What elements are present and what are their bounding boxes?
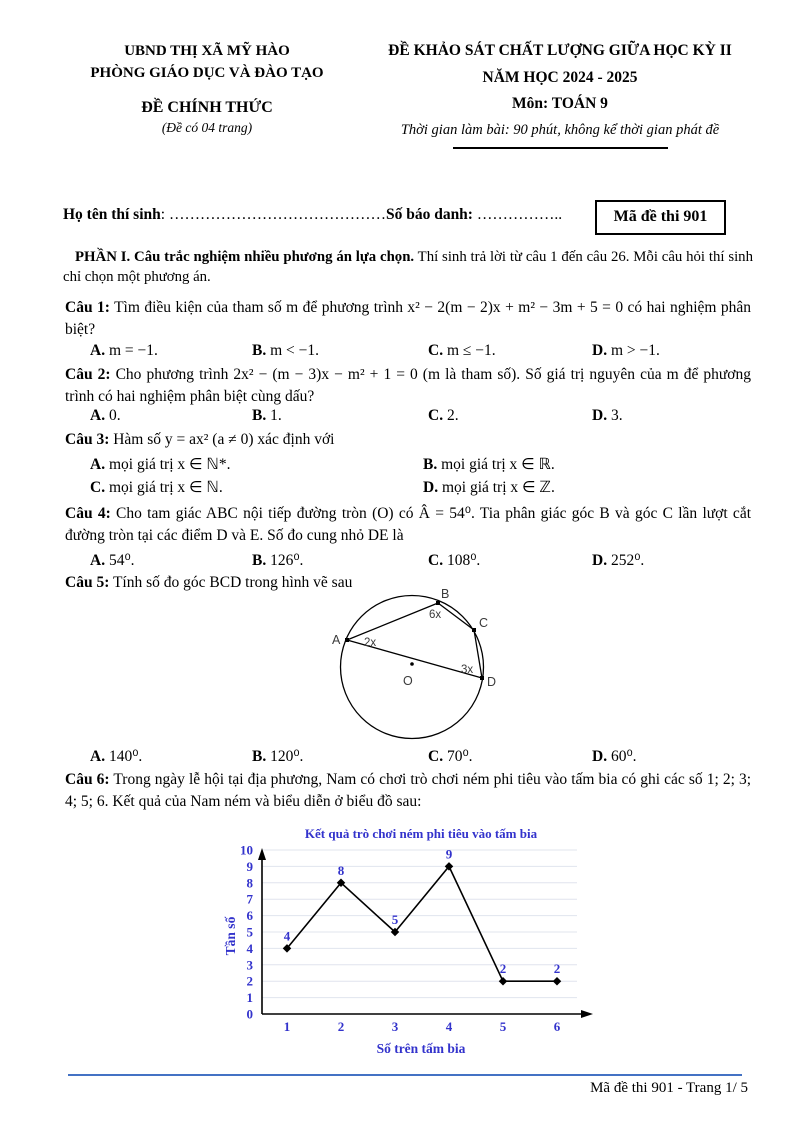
- svg-text:2: 2: [499, 961, 507, 977]
- exam-title: ĐỀ KHẢO SÁT CHẤT LƯỢNG GIỮA HỌC KỲ II: [388, 42, 732, 59]
- option-5-b: B. 120⁰.: [252, 748, 304, 765]
- option-3-c: C. mọi giá trị x ∈ ℕ.: [90, 479, 223, 496]
- svg-text:9: 9: [246, 858, 253, 874]
- exam-type: ĐỀ CHÍNH THỨC: [141, 99, 273, 116]
- option-2-a: A. 0.: [90, 407, 121, 424]
- label-C: C: [479, 616, 489, 630]
- option-1-a: A. m = −1.: [90, 342, 158, 359]
- svg-text:Số trên tấm bia: Số trên tấm bia: [376, 1041, 466, 1056]
- svg-text:6: 6: [246, 908, 253, 924]
- svg-text:1: 1: [283, 1019, 291, 1034]
- svg-text:3: 3: [391, 1019, 399, 1034]
- question-1-text: Tìm điều kiện của tham số m để phương trình x² − 2(m − 2)x + m² − 3m + 5 = 0 có hai nghiệm phân biệt?: [65, 299, 752, 338]
- issuer-line2: PHÒNG GIÁO DỤC VÀ ĐÀO TẠO: [90, 65, 324, 81]
- label-O: O: [403, 674, 413, 688]
- angle-label-6x: 6x: [429, 609, 442, 621]
- option-5-c: C. 70⁰.: [428, 748, 473, 765]
- label-D: D: [487, 675, 497, 689]
- candidate-row: [63, 206, 593, 224]
- option-2-b: B. 1.: [252, 407, 282, 424]
- footer-rule: [68, 1074, 742, 1076]
- option-1-b: B. m < −1.: [252, 342, 320, 359]
- svg-text:4: 4: [445, 1019, 453, 1034]
- label-B: B: [441, 587, 450, 601]
- question-2-options: [65, 407, 751, 429]
- footer-page-info: Mã đề thi 901 - Trang 1/ 5: [590, 1080, 748, 1096]
- frequency-chart: [205, 824, 605, 1064]
- angle-label-3x: 3x: [461, 664, 474, 676]
- svg-text:Tần số: Tần số: [223, 916, 238, 956]
- question-5-label: Câu 5:: [65, 574, 110, 591]
- issuer-line1: UBND THỊ XÃ MỸ HÀO: [124, 43, 290, 59]
- question-1-label: Câu 1:: [65, 299, 110, 316]
- part1-heading-rest: Thí sinh trả lời từ câu 1 đến câu 26. Mỗi câu hỏi thí sinh chỉ chọn một phương án.: [63, 249, 753, 285]
- chord-BC: [438, 603, 474, 630]
- option-1-d: D. m > −1.: [592, 342, 660, 359]
- school-year: NĂM HỌC 2024 - 2025: [482, 69, 638, 86]
- question-4-label: Câu 4:: [65, 505, 111, 522]
- question-1-options: [65, 342, 751, 364]
- option-5-a: A. 140⁰.: [90, 748, 143, 765]
- question-3-options-row1: [65, 455, 751, 477]
- svg-text:5: 5: [499, 1019, 507, 1034]
- question-3: [65, 429, 751, 451]
- angle-label-2x: 2x: [364, 637, 377, 649]
- question-2: [65, 364, 751, 408]
- question-1: [65, 297, 751, 341]
- svg-text:5: 5: [391, 912, 399, 927]
- svg-text:2: 2: [246, 973, 253, 989]
- svg-text:5: 5: [246, 924, 253, 940]
- svg-text:4: 4: [246, 940, 253, 956]
- option-1-c: C. m ≤ −1.: [428, 342, 496, 359]
- question-6-text: Trong ngày lễ hội tại địa phương, Nam có chơi trò chơi ném phi tiêu vào tấm bia có ghi các số 1; 2; 3; 4; 5; 6. Kết quả của Nam ném và biểu diễn ở biểu đồ sau:: [65, 771, 752, 810]
- svg-text:8: 8: [246, 875, 253, 891]
- candidate-name-dots: : ……………………………………: [160, 206, 386, 223]
- svg-text:8: 8: [337, 862, 345, 878]
- svg-text:10: 10: [240, 842, 253, 858]
- question-3-text: Hàm số y = ax² (a ≠ 0) xác định với: [109, 431, 335, 448]
- subject: Môn: TOÁN 9: [512, 95, 608, 112]
- option-2-c: C. 2.: [428, 407, 459, 424]
- center-dot: [410, 662, 414, 666]
- option-4-c: C. 108⁰.: [428, 552, 481, 569]
- question-4-options: [65, 551, 751, 573]
- question-4: [65, 503, 751, 547]
- duration-note: Thời gian làm bài: 90 phút, không kể thời gian phát đề: [400, 122, 720, 138]
- question-4-text: Cho tam giác ABC nội tiếp đường tròn (O) có Â = 54⁰. Tia phân giác góc B và góc C lần lượt cắt đường tròn tại các điểm D và E. Số đo cung nhỏ DE là: [65, 505, 751, 544]
- svg-text:3: 3: [246, 957, 253, 973]
- question-3-options-row2: [65, 478, 751, 500]
- circle-diagram: [330, 586, 510, 750]
- option-4-d: D. 252⁰.: [592, 552, 645, 569]
- pages-note: (Đề có 04 trang): [161, 120, 253, 135]
- svg-text:2: 2: [553, 961, 561, 977]
- label-A: A: [332, 633, 341, 647]
- question-5-options: [65, 747, 751, 769]
- svg-text:1: 1: [246, 990, 253, 1006]
- part1-heading-bold: PHẦN I. Câu trắc nghiệm nhiều phương án lựa chọn.: [75, 249, 415, 265]
- part1-heading: [63, 247, 753, 287]
- candidate-id-label: Số báo danh:: [385, 206, 473, 223]
- option-4-a: A. 54⁰.: [90, 552, 135, 569]
- candidate-id-dots: ……………..: [472, 206, 563, 223]
- option-3-a: A. mọi giá trị x ∈ ℕ*.: [90, 456, 231, 473]
- chord-CD: [474, 630, 482, 678]
- chord-AB: [347, 603, 438, 640]
- svg-text:Kết quả trò chơi ném phi tiêu: Kết quả trò chơi ném phi tiêu vào tấm bia: [304, 826, 538, 841]
- header-left: [64, 40, 350, 136]
- candidate-name-label: Họ tên thí sinh: [63, 206, 161, 223]
- point-C: [472, 628, 476, 632]
- svg-text:4: 4: [283, 928, 291, 944]
- option-4-b: B. 126⁰.: [252, 552, 304, 569]
- question-2-label: Câu 2:: [65, 366, 111, 383]
- header-rule: [453, 147, 668, 149]
- svg-text:2: 2: [337, 1019, 345, 1034]
- point-A: [345, 638, 349, 642]
- point-B: [436, 601, 440, 605]
- option-3-d: D. mọi giá trị x ∈ ℤ.: [423, 479, 555, 496]
- option-5-d: D. 60⁰.: [592, 748, 637, 765]
- svg-text:9: 9: [445, 846, 453, 862]
- question-6: [65, 769, 751, 813]
- option-2-d: D. 3.: [592, 407, 623, 424]
- question-6-label: Câu 6:: [65, 771, 110, 788]
- question-2-text: Cho phương trình 2x² − (m − 3)x − m² + 1 = 0 (m là tham số). Số giá trị nguyên của m để phương trình có hai nghiệm phân biệt cùng dấu?: [65, 366, 751, 405]
- svg-text:0: 0: [246, 1006, 253, 1022]
- option-3-b: B. mọi giá trị x ∈ ℝ.: [423, 456, 555, 473]
- question-3-label: Câu 3:: [65, 431, 110, 448]
- svg-text:6: 6: [553, 1019, 561, 1034]
- svg-text:7: 7: [246, 891, 253, 907]
- exam-code-box: Mã đề thi 901: [595, 200, 726, 235]
- question-5-text: Tính số đo góc BCD trong hình vẽ sau: [109, 574, 353, 591]
- header-right: [355, 42, 765, 149]
- point-D: [480, 676, 484, 680]
